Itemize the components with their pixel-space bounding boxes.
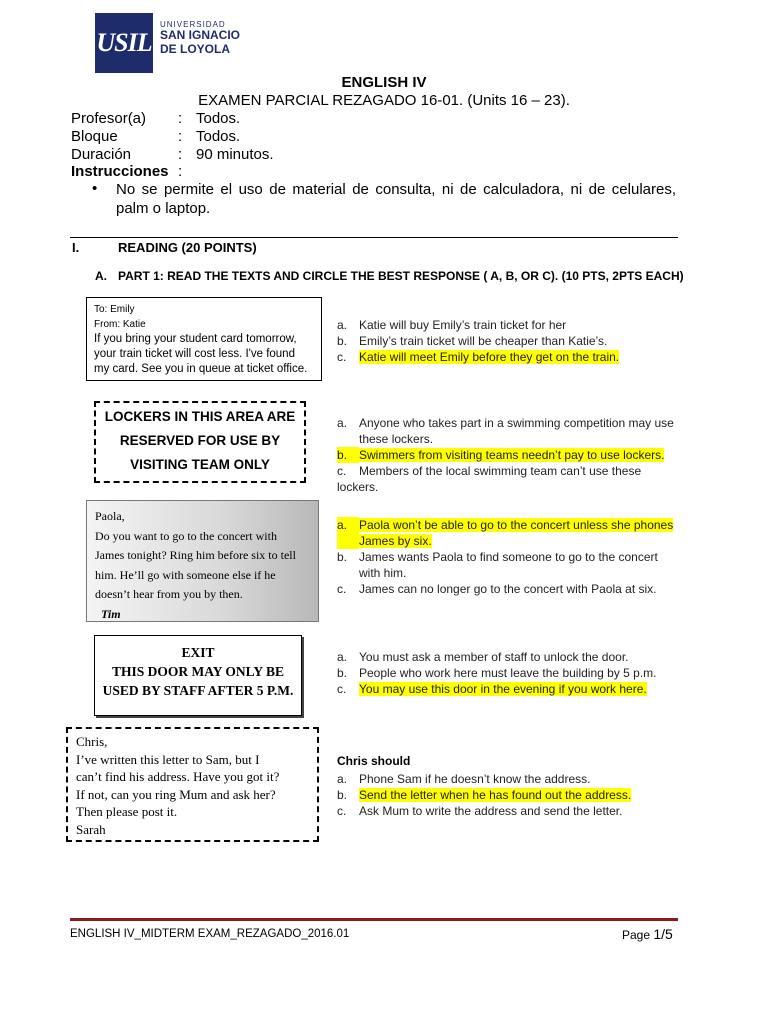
option-a[interactable]: a. Phone Sam if he doesn’t know the address. xyxy=(337,772,591,786)
part-title: PART 1: READ THE TEXTS AND CIRCLE THE BEST RESPONSE ( A, B, OR C). (10 PTS, 2PTS EACH) xyxy=(118,269,684,283)
option-a[interactable]: a. Anyone who takes part in a swimming competition may use these lockers. xyxy=(337,416,674,446)
note-line: my card. See you in queue at ticket office. xyxy=(94,363,308,375)
instructions-label: Instrucciones : xyxy=(71,163,183,180)
logo-line-2: SAN IGNACIO xyxy=(160,28,241,43)
note-line: Do you want to go to the concert with xyxy=(95,528,277,543)
option-a[interactable]: a. Paola won’t be able to go to the concert unless she phones James by six. xyxy=(337,518,674,548)
footer-divider xyxy=(70,918,678,921)
note-line: If not, can you ring Mum and ask her? xyxy=(76,786,276,802)
field-bloque: Bloque : Todos. xyxy=(71,128,241,145)
field-profesor: Profesor(a) : Todos. xyxy=(71,110,241,127)
note-line: doesn’t hear from you by then. xyxy=(95,587,243,601)
question-2-options xyxy=(337,415,677,495)
footer-doc-name: ENGLISH IV_MIDTERM EXAM_REZAGADO_2016.01 xyxy=(70,928,350,940)
option-b[interactable]: b. James wants Paola to find someone to go to the concert with him. xyxy=(337,550,658,580)
question-4-sign xyxy=(94,635,302,716)
field-duracion: Duración : 90 minutos. xyxy=(71,146,274,163)
option-c[interactable]: c. Katie will meet Emily before they get on the train. xyxy=(337,350,620,364)
sign-line: THIS DOOR MAY ONLY BE xyxy=(111,664,285,679)
note-line: James tonight? Ring him before six to tell xyxy=(95,548,296,562)
note-line: him. He’ll go with someone else if he xyxy=(95,567,276,582)
option-c[interactable]: c. Ask Mum to write the address and send the letter. xyxy=(337,804,623,818)
part-letter: A. xyxy=(95,269,107,283)
sign-line: VISITING TEAM ONLY xyxy=(130,457,270,472)
section-title: READING (20 POINTS) xyxy=(118,240,257,255)
instruction-text: No se permite el uso de material de consulta, ni de calculadora, ni de celulares, palm o laptop. xyxy=(116,181,676,217)
question-3-note xyxy=(86,500,319,622)
question-5-stem: Chris should xyxy=(337,754,411,768)
section-number: I. xyxy=(72,240,80,255)
question-2-sign xyxy=(94,401,306,483)
sign-line: EXIT xyxy=(181,645,215,660)
sign-line: USED BY STAFF AFTER 5 P.M. xyxy=(102,683,294,698)
option-b[interactable]: b. Send the letter when he has found out the address. xyxy=(337,788,632,802)
exam-title: EXAMEN PARCIAL REZAGADO 16-01. (Units 16 – 23). xyxy=(198,92,570,109)
option-b[interactable]: b. People who work here must leave the building by 5 p.m. xyxy=(337,666,657,680)
section-divider xyxy=(70,237,678,238)
note-line: your train ticket will cost less. I've found xyxy=(94,348,295,360)
note-line: To: Emily xyxy=(94,304,135,315)
option-b[interactable]: b. Emily’s train ticket will be cheaper than Katie’s. xyxy=(337,334,608,348)
university-logo-text xyxy=(160,20,240,57)
option-a[interactable]: a. You must ask a member of staff to unlock the door. xyxy=(337,650,629,664)
option-c[interactable]: c. Members of the local swimming team can’t use these lockers. xyxy=(337,464,642,494)
page-number: Page 1/5 xyxy=(622,926,673,942)
option-b[interactable]: b. Swimmers from visiting teams needn’t pay to use lockers. xyxy=(337,448,665,462)
logo-line-1: UNIVERSIDAD xyxy=(160,20,226,29)
option-c[interactable]: c. You may use this door in the evening if you work here. xyxy=(337,682,647,696)
note-line: can’t find his address. Have you got it? xyxy=(76,769,280,784)
question-1-note xyxy=(86,297,322,381)
question-3-options xyxy=(337,517,677,597)
question-5-note xyxy=(66,727,319,842)
note-line: Sarah xyxy=(76,821,106,837)
note-signature: Tim xyxy=(101,606,121,621)
option-a[interactable]: a. Katie will buy Emily’s train ticket for her xyxy=(337,318,567,332)
note-line: I’ve written this letter to Sam, but I xyxy=(76,751,260,767)
option-c[interactable]: c. James can no longer go to the concert with Paola at six. xyxy=(337,582,657,596)
course-title: ENGLISH IV xyxy=(341,74,427,91)
question-1-options xyxy=(337,317,677,365)
university-logo-mark: USIL xyxy=(95,13,153,73)
logo-line-3: DE LOYOLA xyxy=(160,41,231,56)
sign-line: RESERVED FOR USE BY xyxy=(119,433,281,448)
note-line: Paola, xyxy=(95,509,125,523)
question-5-options xyxy=(337,771,677,819)
question-4-options xyxy=(337,649,677,697)
note-line: If you bring your student card tomorrow, xyxy=(94,333,297,345)
note-line: Chris, xyxy=(76,734,108,749)
note-line: Then please post it. xyxy=(76,804,178,819)
bullet-icon: • xyxy=(92,180,98,197)
sign-line: LOCKERS IN THIS AREA ARE xyxy=(104,409,296,424)
note-line: From: Katie xyxy=(94,319,146,330)
